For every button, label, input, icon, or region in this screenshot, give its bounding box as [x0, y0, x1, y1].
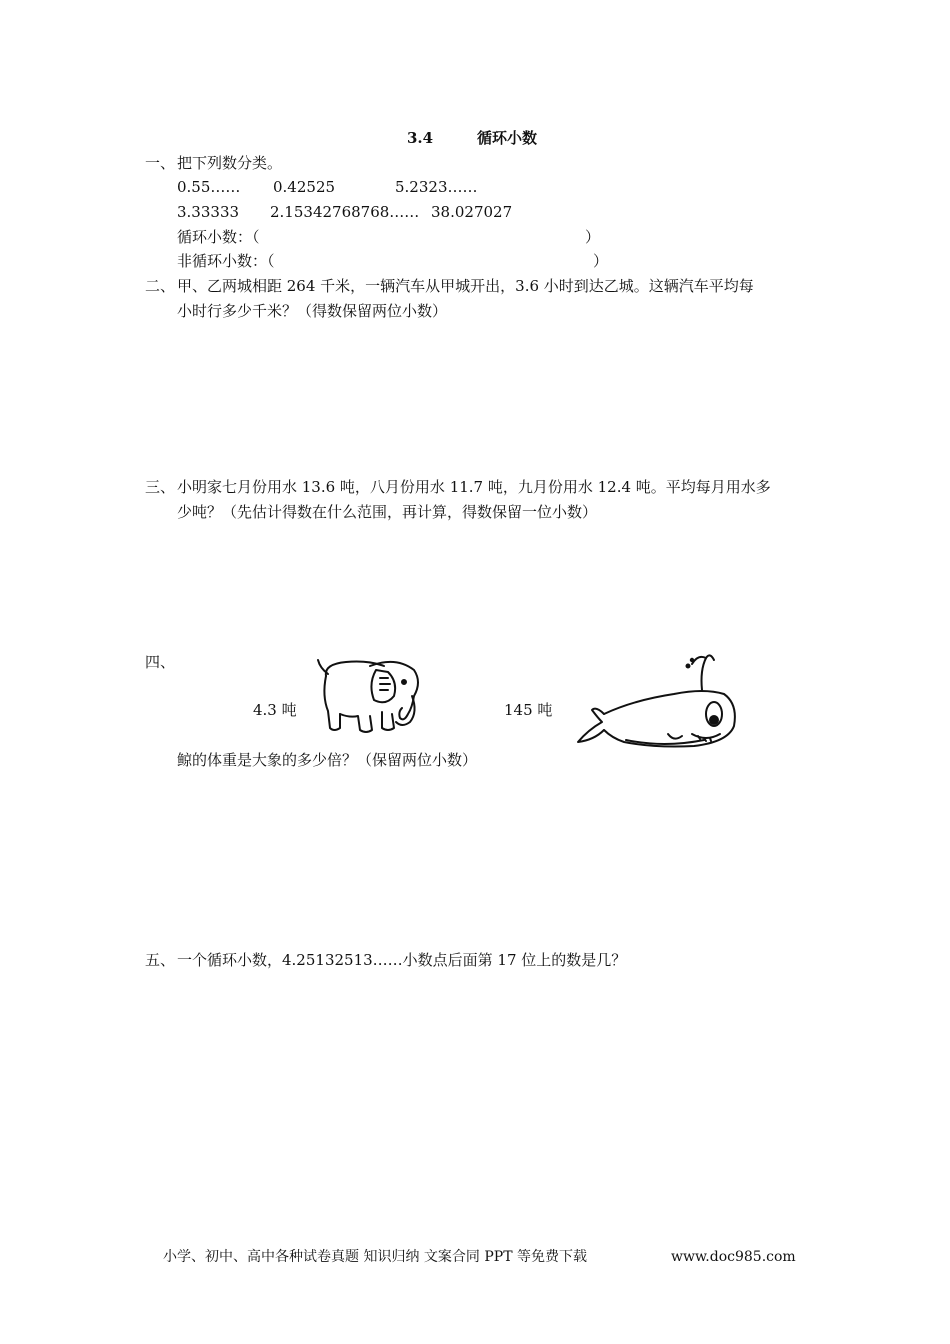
footer-text: 小学、初中、高中各种试卷真题 知识归纳 文案合同 PPT 等免费下载	[163, 1249, 587, 1265]
q4-question: 鲸的体重是大象的多少倍？（保留两位小数）	[177, 751, 478, 769]
q4-label: 四、	[145, 653, 176, 671]
q2-label: 二、	[145, 277, 176, 295]
whale-icon	[574, 650, 744, 750]
q1-number: 0.42525	[273, 178, 336, 196]
q1-label: 一、	[145, 154, 176, 172]
q2-line1: 甲、乙两城相距 264 千米，一辆汽车从甲城开出，3.6 小时到达乙城。这辆汽车平均每	[177, 277, 754, 295]
q5-label: 五、	[145, 951, 176, 969]
page-title-number: 3.4	[407, 129, 434, 147]
elephant-weight: 4.3 吨	[253, 701, 297, 719]
q1-prompt: 把下列数分类。	[177, 154, 283, 172]
q1-recurring-label: 循环小数：（	[177, 228, 260, 246]
q1-number: 5.2323……	[395, 178, 478, 196]
footer-url[interactable]: www.doc985.com	[671, 1249, 796, 1265]
q1-nonrecurring-label: 非循环小数：（	[177, 252, 275, 270]
q3-line1: 小明家七月份用水 13.6 吨，八月份用水 11.7 吨，九月份用水 12.4 吨。平均每月用水多	[177, 478, 771, 496]
q1-number: 0.55……	[177, 178, 241, 196]
q3-label: 三、	[145, 478, 176, 496]
q1-number: 3.33333	[177, 203, 240, 221]
q2-line2: 小时行多少千米？（得数保留两位小数）	[177, 302, 448, 320]
whale-weight: 145 吨	[504, 701, 553, 719]
page-title: 循环小数	[477, 129, 538, 147]
q1-number: 2.15342768768……	[270, 203, 420, 221]
q5-text: 一个循环小数，4.25132513……小数点后面第 17 位上的数是几？	[177, 951, 627, 969]
elephant-icon	[318, 656, 428, 736]
q1-recurring-answer-close: ）	[585, 228, 601, 246]
q1-number: 38.027027	[431, 203, 513, 221]
q1-nonrecurring-answer-close: ）	[593, 252, 609, 270]
q3-line2: 少吨？（先估计得数在什么范围，再计算，得数保留一位小数）	[177, 503, 598, 521]
